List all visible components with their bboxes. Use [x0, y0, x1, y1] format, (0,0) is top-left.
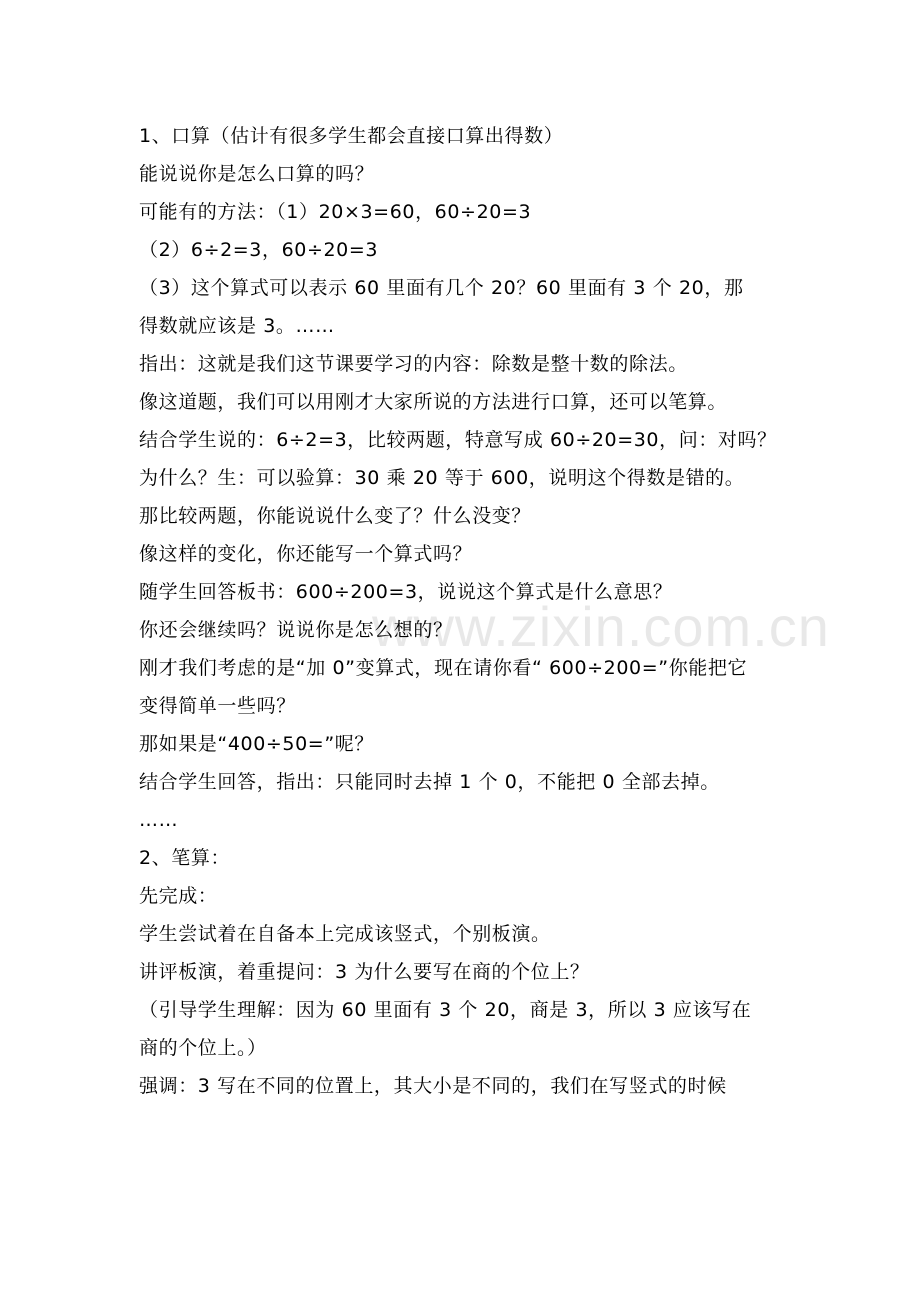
text-line: 刚才我们考虑的是“加 0”变算式，现在请你看“ 600÷200=”你能把它	[139, 657, 748, 679]
text-line: 指出：这就是我们这节课要学习的内容：除数是整十数的除法。	[139, 353, 688, 375]
text-line: 你还会继续吗？说说你是怎么想的？	[139, 619, 453, 641]
text-line: 学生尝试着在自备本上完成该竖式，个别板演。	[139, 923, 551, 945]
text-line: 可能有的方法：（1）20×3=60，60÷20=3	[139, 201, 532, 223]
document-body	[139, 117, 789, 1105]
text-line: 能说说你是怎么口算的吗？	[139, 163, 375, 185]
text-line: 结合学生回答，指出：只能同时去掉 1 个 0，不能把 0 全部去掉。	[139, 771, 720, 793]
text-line: 得数就应该是 3。……	[139, 315, 335, 337]
text-line: 随学生回答板书：600÷200=3，说说这个算式是什么意思？	[139, 581, 673, 603]
text-line: （3）这个算式可以表示 60 里面有几个 20？60 里面有 3 个 20，那	[139, 277, 744, 299]
text-line: 为什么？生：可以验算：30 乘 20 等于 600，说明这个得数是错的。	[139, 467, 745, 489]
text-line: 那比较两题，你能说说什么变了？什么没变？	[139, 505, 532, 527]
text-line: 变得简单一些吗？	[139, 695, 296, 717]
text-line: 2、笔算：	[139, 847, 231, 869]
text-line: 先完成：	[139, 885, 218, 907]
text-line: 强调：3 写在不同的位置上，其大小是不同的，我们在写竖式的时候	[139, 1075, 727, 1097]
text-line: 商的个位上。）	[139, 1037, 267, 1059]
text-line: （2）6÷2=3，60÷20=3	[139, 239, 379, 261]
text-line: 那如果是“400÷50=”呢？	[139, 733, 374, 755]
text-line: （引导学生理解：因为 60 里面有 3 个 20，商是 3，所以 3 应该写在	[139, 999, 752, 1021]
watermark: www.zixin.com.cn	[372, 595, 830, 658]
text-line: 1、口算（估计有很多学生都会直接口算出得数）	[139, 125, 564, 147]
text-line: 结合学生说的：6÷2=3，比较两题，特意写成 60÷20=30，问：对吗？	[139, 429, 777, 451]
text-line: 像这道题，我们可以用刚才大家所说的方法进行口算，还可以笔算。	[139, 391, 728, 413]
text-line: ……	[139, 809, 179, 831]
text-line: 像这样的变化，你还能写一个算式吗？	[139, 543, 473, 565]
text-line: 讲评板演，着重提问：3 为什么要写在商的个位上？	[139, 961, 590, 983]
